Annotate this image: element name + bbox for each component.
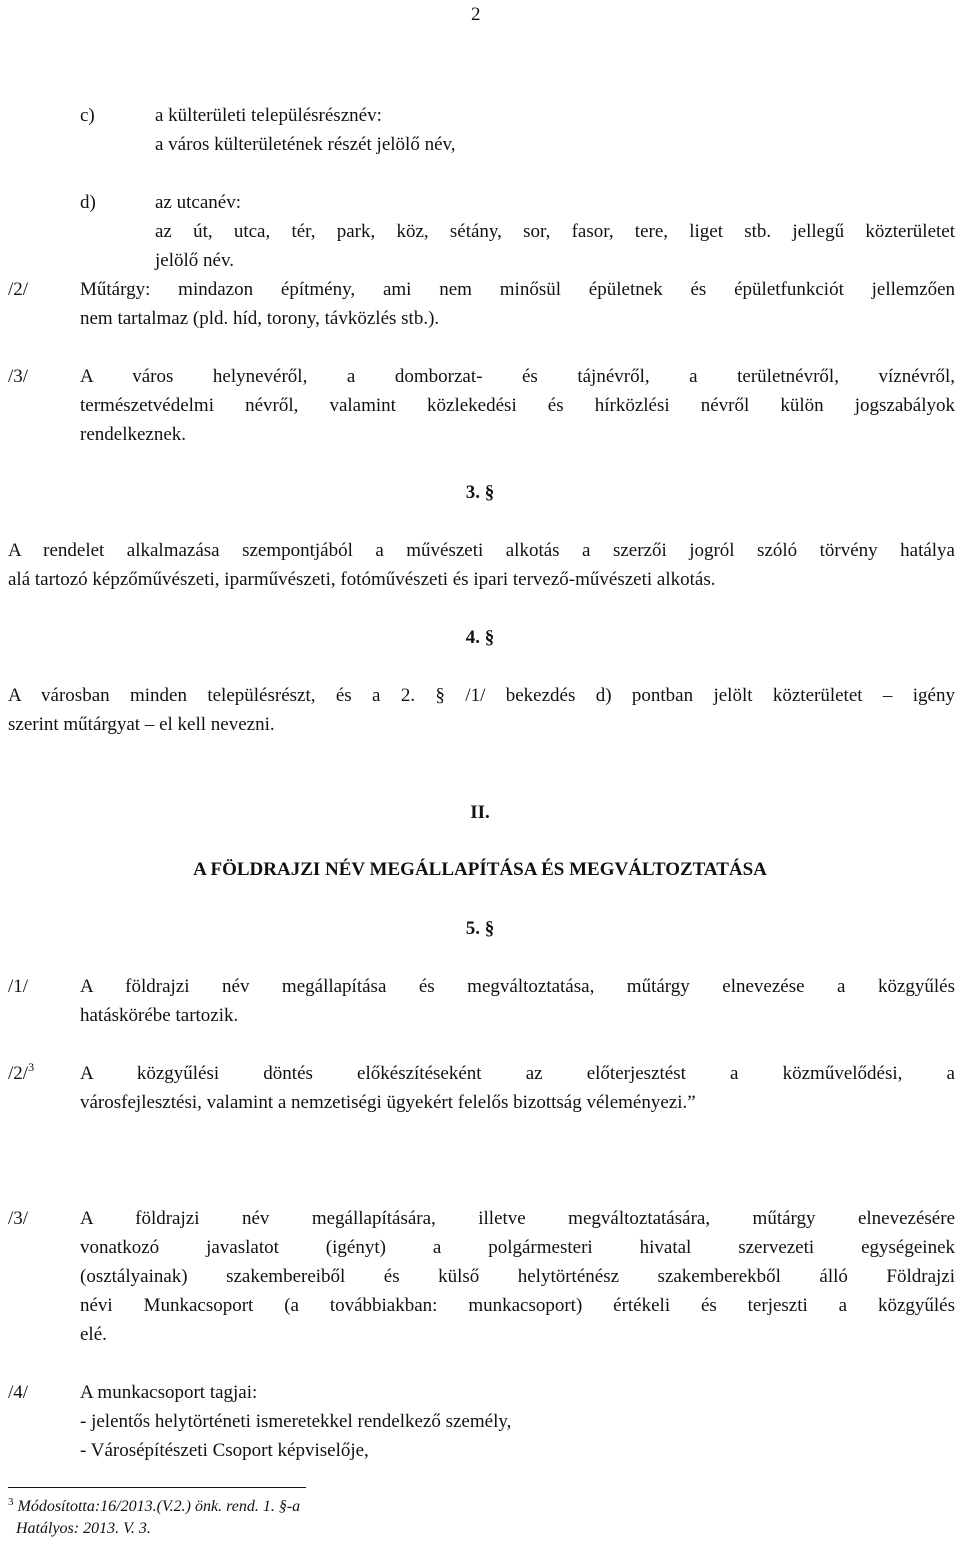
para-3-line1: A város helynevéről, a domborzat- és tájnévről, a területnévről, víznévről, (80, 366, 955, 387)
para-3-line2: természetvédelmi névről, valamint közlekedési és hírközlési névről külön jogszabályok (80, 395, 955, 416)
page-number: 2 (471, 4, 481, 25)
chapter-title: A FÖLDRAJZI NÉV MEGÁLLAPÍTÁSA ÉS MEGVÁLTOZTATÁSA (193, 859, 767, 880)
section-4-heading: 4. § (465, 627, 495, 648)
item-c-label: c) (80, 105, 95, 126)
item-d-desc-line1: az út, utca, tér, park, köz, sétány, sor, fasor, tere, liget stb. jellegű közterületet (155, 221, 955, 242)
section-5-p3-line2: vonatkozó javaslatot (igényt) a polgármesteri hivatal szervezeti egységeinek (80, 1237, 955, 1258)
para-2-line2: nem tartalmaz (pld. híd, torony, távközlés stb.). (80, 308, 440, 329)
section-4-line1: A városban minden településrészt, és a 2. § /1/ bekezdés d) pontban jelölt közterületet – igény (8, 685, 955, 706)
section-5-p4-label: /4/ (8, 1382, 29, 1403)
para-2-label: /2/ (8, 279, 29, 300)
item-d-label: d) (80, 192, 96, 213)
section-5-p3-label: /3/ (8, 1208, 29, 1229)
section-3-heading: 3. § (465, 482, 495, 503)
section-5-p3-line3: (osztályainak) szakembereiből és külső helytörténész szakemberekből álló Földrajzi (80, 1266, 955, 1287)
para-3-line3: rendelkeznek. (80, 424, 187, 445)
section-5-p1-line2: hatáskörébe tartozik. (80, 1005, 239, 1026)
section-5-p2-line1: A közgyűlési döntés előkészítéseként az előterjesztést a közművelődési, a (80, 1063, 955, 1084)
section-5-p3-line5: elé. (80, 1324, 107, 1345)
para-3-label: /3/ (8, 366, 29, 387)
section-3-line2: alá tartozó képzőművészeti, iparművészeti, fotóművészeti és ipari tervező-művészeti alkotás. (8, 569, 716, 590)
section-5-p1-line1: A földrajzi név megállapítása és megváltoztatása, műtárgy elnevezése a közgyűlés (80, 976, 955, 997)
section-5-p4-intro: A munkacsoport tagjai: (80, 1382, 258, 1403)
footnote-line1 (8, 1496, 300, 1519)
footnote-number: 3 (8, 1496, 14, 1508)
section-5-heading: 5. § (465, 918, 495, 939)
section-5-p2-label-wrap (8, 1059, 34, 1090)
section-4-line2: szerint műtárgyat – el kell nevezni. (8, 714, 275, 735)
item-c-desc: a város külterületének részét jelölő név, (155, 134, 456, 155)
item-c-title: a külterületi településrésznév: (155, 105, 382, 126)
footnote-text: Módosította:16/2013.(V.2.) önk. rend. 1. §-a (17, 1498, 301, 1515)
para-2-line1: Műtárgy: mindazon építmény, ami nem minősül épületnek és épületfunkciót jellemzően (80, 279, 955, 300)
section-5-p2-line2: városfejlesztési, valamint a nemzetiségi ügyekért felelős bizottság véleményezi.” (80, 1092, 696, 1113)
section-5-p3-line4: névi Munkacsoport (a továbbiakban: munkacsoport) értékeli és terjeszti a közgyűlés (80, 1295, 955, 1316)
footnote-ref[interactable]: 3 (28, 1060, 35, 1074)
section-5-p1-label: /1/ (8, 976, 29, 997)
item-d-title: az utcanév: (155, 192, 241, 213)
footnote-line2: Hatályos: 2013. V. 3. (16, 1520, 151, 1537)
footnote-separator (8, 1487, 306, 1488)
list-item: - Városépítészeti Csoport képviselője, (80, 1440, 369, 1461)
section-5-p2-label: /2/ (8, 1063, 29, 1084)
section-3-line1: A rendelet alkalmazása szempontjából a művészeti alkotás a szerzői jogról szóló törvény hatálya (8, 540, 955, 561)
item-d-desc-line2: jelölő név. (155, 250, 234, 271)
list-item: - jelentős helytörténeti ismeretekkel rendelkező személy, (80, 1411, 512, 1432)
chapter-number: II. (470, 802, 490, 823)
section-5-p3-line1: A földrajzi név megállapítására, illetve megváltoztatására, műtárgy elnevezésére (80, 1208, 955, 1229)
